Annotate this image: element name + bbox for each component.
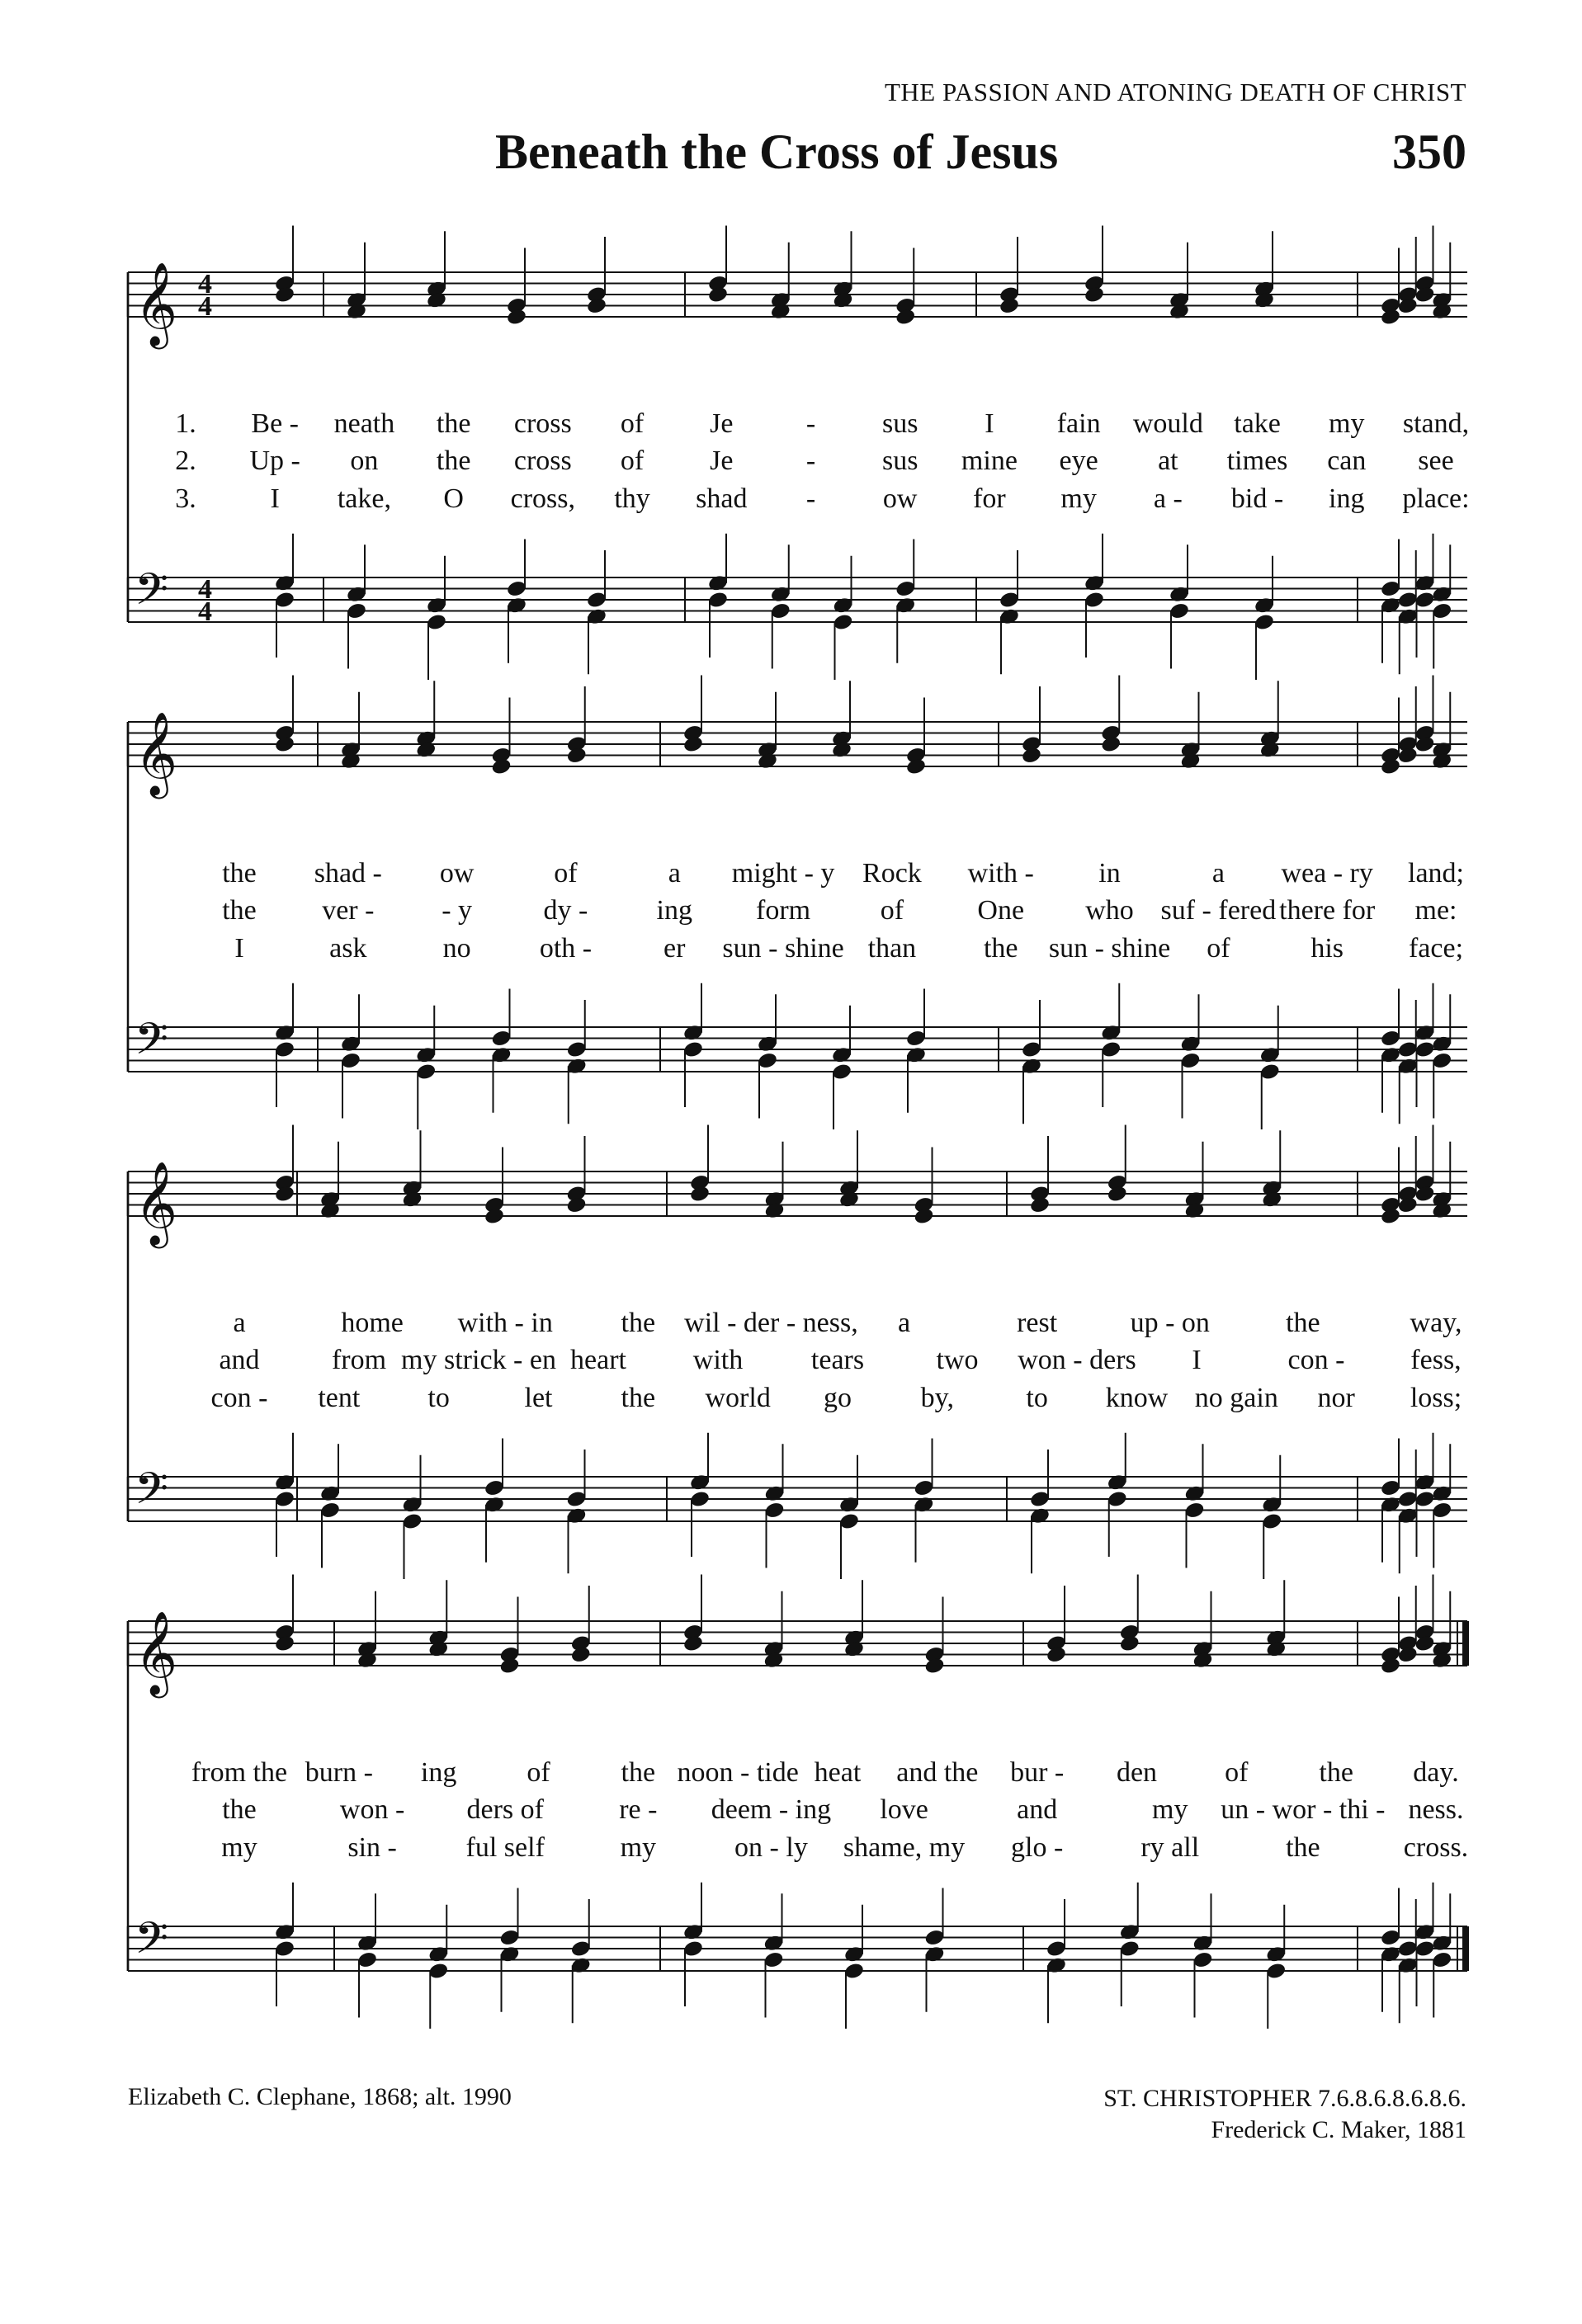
tune-credit bbox=[1103, 2083, 1466, 2146]
lyric-syllable: the bbox=[621, 1383, 656, 1413]
final-barline-thick bbox=[1462, 1926, 1469, 1971]
lyric-syllable: and bbox=[219, 1345, 260, 1375]
lyric-syllable: land; bbox=[1408, 858, 1464, 889]
lyric-line bbox=[0, 895, 1582, 928]
lyric-line bbox=[0, 1383, 1582, 1416]
lyric-syllable: tears bbox=[810, 1345, 865, 1375]
lyric-syllable: than bbox=[867, 933, 917, 964]
lyric-syllable: let bbox=[524, 1383, 553, 1413]
lyric-syllable: my bbox=[1329, 408, 1365, 439]
section-heading: THE PASSION AND ATONING DEATH OF CHRIST bbox=[884, 78, 1466, 106]
lyric-syllable: would bbox=[1132, 408, 1203, 439]
lyric-syllable: ders of bbox=[466, 1794, 544, 1825]
lyric-syllable: fain bbox=[1056, 408, 1101, 439]
lyric-syllable: eye bbox=[1059, 445, 1098, 476]
lyric-syllable: on - ly bbox=[734, 1832, 808, 1863]
lyric-syllable: thy bbox=[614, 483, 650, 514]
lyric-line bbox=[0, 483, 1582, 516]
lyric-syllable: ness. bbox=[1408, 1794, 1464, 1825]
lyric-syllable: - y bbox=[442, 895, 473, 926]
lyric-syllable: un - wor - thi - bbox=[1221, 1794, 1386, 1825]
lyric-syllable: to bbox=[427, 1383, 450, 1413]
lyric-syllable: Je bbox=[710, 445, 734, 476]
lyric-syllable: form bbox=[756, 895, 811, 926]
lyric-syllable: mine bbox=[961, 445, 1018, 476]
lyric-syllable: day. bbox=[1413, 1757, 1459, 1788]
lyric-syllable: dy - bbox=[543, 895, 588, 926]
lyric-syllable: sin - bbox=[347, 1832, 397, 1863]
lyric-syllable: me: bbox=[1414, 895, 1457, 926]
lyric-syllable: in bbox=[1098, 858, 1121, 889]
lyric-syllable: with bbox=[692, 1345, 744, 1375]
lyric-syllable: a bbox=[668, 858, 681, 889]
time-signature-denominator: 4 bbox=[198, 596, 212, 627]
lyric-syllable: cross bbox=[513, 408, 572, 439]
bass-clef-icon: 𝄢 bbox=[135, 1913, 169, 1975]
lyric-line bbox=[0, 1308, 1582, 1341]
lyric-syllable: times bbox=[1226, 445, 1288, 476]
treble-clef-icon: 𝄞 bbox=[135, 1160, 178, 1245]
treble-clef-icon: 𝄞 bbox=[135, 710, 178, 795]
lyric-syllable: suf - fered bbox=[1160, 895, 1277, 926]
lyric-syllable: shad - bbox=[314, 858, 382, 889]
lyric-syllable: Be - bbox=[251, 408, 299, 439]
lyric-syllable: take bbox=[1234, 408, 1281, 439]
lyric-syllable: O bbox=[443, 483, 464, 514]
lyric-syllable: know bbox=[1105, 1383, 1169, 1413]
lyric-syllable: con - bbox=[210, 1383, 268, 1413]
lyric-syllable: One bbox=[977, 895, 1025, 926]
lyric-syllable: wil - der - ness, bbox=[684, 1308, 858, 1338]
lyric-syllable: con - bbox=[1287, 1345, 1345, 1375]
lyric-syllable: of bbox=[880, 895, 904, 926]
lyric-syllable: the bbox=[621, 1757, 656, 1788]
lyric-syllable: burn - bbox=[305, 1757, 373, 1788]
lyric-syllable: there for bbox=[1279, 895, 1376, 926]
lyric-syllable: bur - bbox=[1010, 1757, 1065, 1788]
lyric-syllable: the bbox=[1319, 1757, 1353, 1788]
lyric-syllable: world bbox=[705, 1383, 771, 1413]
lyric-syllable: of bbox=[1225, 1757, 1249, 1788]
lyric-syllable: at bbox=[1158, 445, 1178, 476]
lyric-syllable: Up - bbox=[249, 445, 300, 476]
lyric-syllable: my bbox=[1060, 483, 1097, 514]
lyric-syllable: noon - tide bbox=[677, 1757, 799, 1788]
lyric-syllable: to bbox=[1026, 1383, 1048, 1413]
lyric-syllable: ful self bbox=[465, 1832, 545, 1863]
bass-clef-icon: 𝄢 bbox=[135, 1464, 169, 1525]
author-credit: Elizabeth C. Clephane, 1868; alt. 1990 bbox=[128, 2083, 512, 2110]
lyric-line bbox=[0, 1832, 1582, 1865]
lyric-syllable: neath bbox=[333, 408, 395, 439]
treble-clef-icon: 𝄞 bbox=[135, 261, 178, 346]
lyric-syllable: re - bbox=[619, 1794, 658, 1825]
lyric-syllable: my bbox=[1152, 1794, 1188, 1825]
lyric-syllable: bid - bbox=[1230, 483, 1284, 514]
lyric-syllable: and the bbox=[896, 1757, 979, 1788]
lyric-syllable: stand, bbox=[1402, 408, 1470, 439]
time-signature-denominator: 4 bbox=[198, 291, 212, 322]
lyric-syllable: of bbox=[554, 858, 578, 889]
lyric-syllable: take, bbox=[337, 483, 391, 514]
lyric-syllable: 1. bbox=[175, 408, 196, 439]
lyric-syllable: cross bbox=[513, 445, 572, 476]
lyric-syllable: the bbox=[436, 445, 471, 476]
lyric-syllable: tent bbox=[318, 1383, 361, 1413]
bass-clef-icon: 𝄢 bbox=[135, 1014, 169, 1076]
final-barline-thick bbox=[1462, 1621, 1469, 1666]
lyric-syllable: the bbox=[436, 408, 471, 439]
lyric-line bbox=[0, 445, 1582, 478]
lyric-syllable: - bbox=[805, 483, 816, 514]
lyric-syllable: my bbox=[620, 1832, 657, 1863]
lyric-syllable: the bbox=[222, 895, 257, 926]
lyric-syllable: for bbox=[973, 483, 1006, 514]
lyric-syllable: my strick - en bbox=[401, 1345, 556, 1375]
lyric-syllable: the bbox=[222, 1794, 257, 1825]
lyric-syllable: cross, bbox=[510, 483, 576, 514]
lyric-syllable: face; bbox=[1408, 933, 1464, 964]
lyric-syllable: two bbox=[936, 1345, 979, 1375]
lyric-syllable: I bbox=[1192, 1345, 1202, 1375]
lyric-syllable: no gain bbox=[1194, 1383, 1278, 1413]
lyric-syllable: cross. bbox=[1403, 1832, 1469, 1863]
lyric-syllable: the bbox=[222, 858, 257, 889]
lyric-line bbox=[0, 1345, 1582, 1378]
treble-clef-icon: 𝄞 bbox=[135, 1610, 178, 1695]
lyric-syllable: I bbox=[234, 933, 244, 964]
lyric-syllable: rest bbox=[1017, 1308, 1058, 1338]
lyric-syllable: shame, my bbox=[843, 1832, 966, 1863]
lyric-syllable: my bbox=[221, 1832, 257, 1863]
lyric-syllable: of bbox=[620, 445, 645, 476]
lyric-line bbox=[0, 408, 1582, 441]
lyric-syllable: sun - shine bbox=[1048, 933, 1171, 964]
lyric-syllable: glo - bbox=[1011, 1832, 1064, 1863]
lyric-syllable: ask bbox=[329, 933, 367, 964]
lyric-syllable: ry all bbox=[1140, 1832, 1200, 1863]
lyric-syllable: up - on bbox=[1130, 1308, 1210, 1338]
lyric-syllable: of bbox=[620, 408, 645, 439]
lyric-syllable: home bbox=[341, 1308, 404, 1338]
time-signature-numerator: 4 bbox=[198, 574, 212, 605]
lyric-syllable: of bbox=[1207, 933, 1230, 964]
lyric-syllable: oth - bbox=[539, 933, 593, 964]
tune-name: ST. CHRISTOPHER 7.6.8.6.8.6.8.6. bbox=[1103, 2085, 1466, 2112]
lyric-syllable: loss; bbox=[1410, 1383, 1462, 1413]
lyric-syllable: heart bbox=[570, 1345, 626, 1375]
lyric-syllable: fess, bbox=[1410, 1345, 1462, 1375]
lyric-syllable: ver - bbox=[322, 895, 375, 926]
lyric-syllable: a bbox=[898, 1308, 911, 1338]
lyric-line bbox=[0, 933, 1582, 966]
hymn-number: 350 bbox=[1392, 125, 1466, 179]
lyric-syllable: no bbox=[442, 933, 471, 964]
lyric-syllable: by, bbox=[920, 1383, 954, 1413]
lyric-syllable: might - y bbox=[731, 858, 835, 889]
lyric-syllable: on bbox=[350, 445, 379, 476]
lyric-syllable: the bbox=[621, 1308, 656, 1338]
lyric-syllable: from the bbox=[191, 1757, 288, 1788]
lyric-syllable: wea - ry bbox=[1281, 858, 1373, 889]
lyric-syllable: and bbox=[1017, 1794, 1058, 1825]
lyric-syllable: his bbox=[1310, 933, 1344, 964]
bass-clef-icon: 𝄢 bbox=[135, 564, 169, 626]
lyric-syllable: a - bbox=[1153, 483, 1183, 514]
lyric-syllable: ow bbox=[882, 483, 918, 514]
lyric-syllable: Rock bbox=[862, 858, 922, 889]
lyric-syllable: the bbox=[1286, 1832, 1320, 1863]
lyric-syllable: won - ders bbox=[1018, 1345, 1136, 1375]
lyric-syllable: who bbox=[1085, 895, 1134, 926]
lyric-syllable: Je bbox=[710, 408, 734, 439]
lyric-syllable: sus bbox=[881, 445, 919, 476]
lyric-syllable: den bbox=[1116, 1757, 1158, 1788]
lyric-syllable: sus bbox=[881, 408, 919, 439]
lyric-syllable: the bbox=[983, 933, 1018, 964]
lyric-syllable: heat bbox=[814, 1757, 862, 1788]
lyric-syllable: a bbox=[233, 1308, 246, 1338]
lyric-syllable: - bbox=[805, 408, 816, 439]
lyric-syllable: won - bbox=[339, 1794, 405, 1825]
lyric-syllable: a bbox=[1211, 858, 1225, 889]
lyric-syllable: love bbox=[880, 1794, 928, 1825]
lyric-syllable: er bbox=[663, 933, 686, 964]
lyric-syllable: shad bbox=[696, 483, 748, 514]
lyric-syllable: ing bbox=[420, 1757, 457, 1788]
composer-credit: Frederick C. Maker, 1881 bbox=[1211, 2116, 1466, 2143]
lyric-syllable: from bbox=[331, 1345, 387, 1375]
lyric-syllable: with - bbox=[967, 858, 1034, 889]
lyric-syllable: place: bbox=[1402, 483, 1470, 514]
lyric-line bbox=[0, 858, 1582, 891]
lyric-syllable: see bbox=[1418, 445, 1454, 476]
time-signature-numerator: 4 bbox=[198, 269, 212, 299]
lyric-syllable: 2. bbox=[175, 445, 196, 476]
lyric-syllable: 3. bbox=[175, 483, 196, 514]
lyric-syllable: ing bbox=[1329, 483, 1365, 514]
lyric-syllable: ing bbox=[656, 895, 692, 926]
lyric-syllable: way, bbox=[1410, 1308, 1462, 1338]
lyric-line bbox=[0, 1794, 1582, 1827]
lyric-syllable: go bbox=[824, 1383, 852, 1413]
lyric-syllable: - bbox=[805, 445, 816, 476]
lyric-syllable: ow bbox=[439, 858, 475, 889]
lyric-syllable: with - in bbox=[457, 1308, 553, 1338]
lyric-syllable: sun - shine bbox=[722, 933, 844, 964]
lyric-syllable: nor bbox=[1317, 1383, 1355, 1413]
hymn-title: Beneath the Cross of Jesus bbox=[495, 125, 1059, 179]
lyric-syllable: of bbox=[527, 1757, 550, 1788]
lyric-syllable: can bbox=[1327, 445, 1367, 476]
lyric-line bbox=[0, 1757, 1582, 1790]
lyric-syllable: I bbox=[985, 408, 994, 439]
lyric-syllable: the bbox=[1286, 1308, 1320, 1338]
lyric-syllable: I bbox=[270, 483, 280, 514]
lyric-syllable: deem - ing bbox=[711, 1794, 832, 1825]
